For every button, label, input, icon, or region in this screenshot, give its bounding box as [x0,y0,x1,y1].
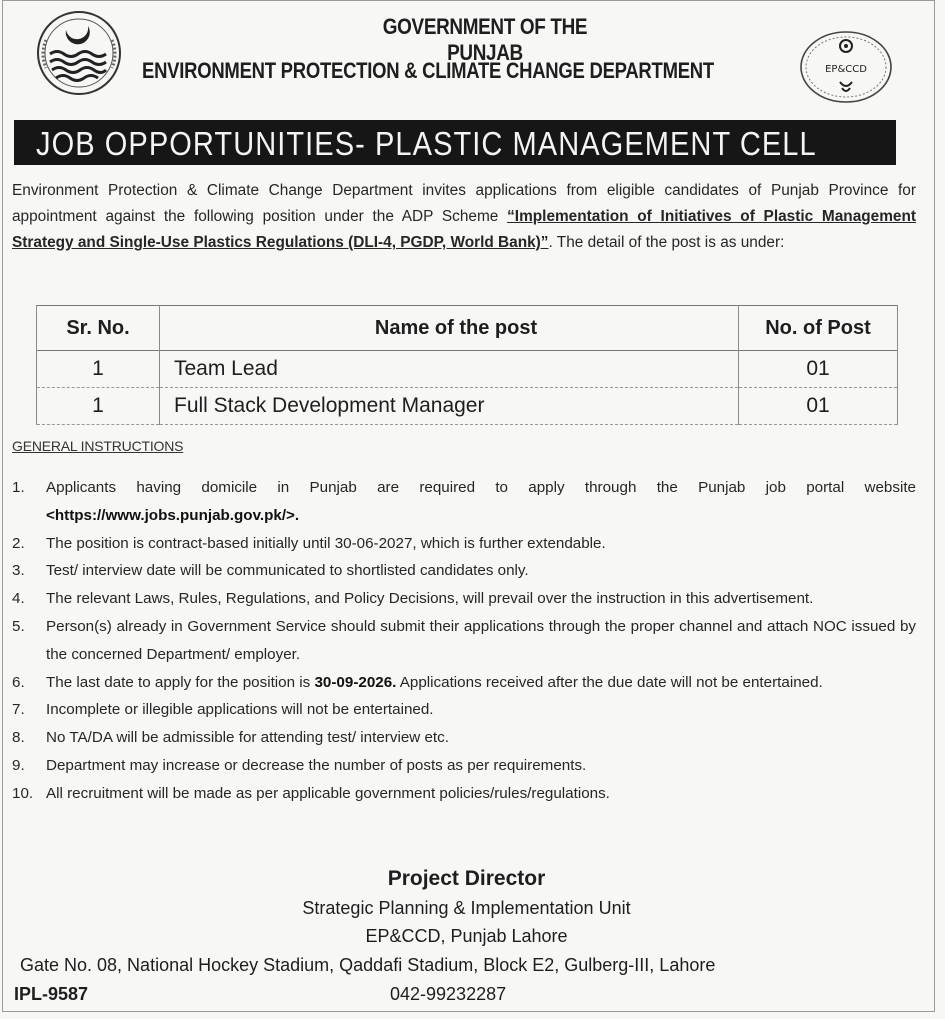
item-number: 8. [12,729,25,747]
list-item [12,585,916,613]
list-item [12,696,916,724]
punjab-government-seal-icon [36,10,122,96]
item-number: 2. [12,534,25,552]
item-number: 4. [12,590,25,608]
list-item [12,780,916,808]
general-instructions-heading: GENERAL INSTRUCTIONS [12,438,184,454]
cell-post-name: Full Stack Development Manager [160,388,739,425]
item-text: Incomplete or illegible applications will not be entertained. [46,701,434,719]
item-text: Person(s) already in Government Service should submit their applications through the proper channel and attach NOC issued by the concerned Department/ employer. [46,617,916,663]
item-text: Test/ interview date will be communicated to shortlisted candidates only. [46,562,529,580]
table-header-row [37,306,898,351]
epccd-logo-icon [798,30,894,104]
item-number: 1. [12,479,25,496]
item-text: All recruitment will be made as per applicable government policies/rules/regulations. [46,784,610,802]
list-item [12,613,916,669]
office-address: Gate No. 08, National Hockey Stadium, Qaddafi Stadium, Block E2, Gulberg-III, Lahore [20,955,716,975]
signatory-title: Project Director [387,867,546,890]
item-text-main: The last date to apply for the position is [46,673,315,691]
item-text [46,669,916,697]
scheme-name: “Implementation of Initiatives of Plastic Management Strategy and Single-Use Plastics Regulations (DLI-4, PGDP, World Bank)” [12,208,916,251]
list-item [12,557,916,585]
signatory-unit: Strategic Planning & Implementation Unit [302,898,631,918]
cell-post-name: Team Lead [160,351,739,388]
phone-number: 042-99232287 [390,984,507,1004]
job-banner [14,120,896,165]
signatory-department: EP&CCD, Punjab Lahore [365,926,568,946]
department-title: ENVIRONMENT PROTECTION & CLIMATE CHANGE DEPARTMENT [142,58,714,83]
instructions-list [12,474,916,808]
cell-sr-no: 1 [37,388,160,425]
item-number: 10. [12,784,34,802]
list-item [12,474,916,530]
last-date: 30-09-2026. [314,673,397,691]
cell-post-count: 01 [739,388,898,425]
list-item [12,669,916,697]
job-banner-title: JOB OPPORTUNITIES- PLASTIC MANAGEMENT CELL [36,125,817,162]
item-text: Department may increase or decrease the number of posts as per requirements. [46,756,587,774]
item-text-main: Applicants having domicile in Punjab are required to apply through the Punjab job portal website [46,479,916,496]
list-item [12,724,916,752]
list-item [12,752,916,780]
item-text-end: Applications received after the due date will not be entertained. [396,673,823,691]
item-text: The position is contract-based initially until 30-06-2027, which is further extendable. [46,534,606,552]
item-number: 7. [12,701,25,719]
cell-post-count: 01 [739,351,898,388]
item-number: 5. [12,617,25,635]
item-text: The relevant Laws, Rules, Regulations, and Policy Decisions, will prevail over the instruction in this advertisement. [46,590,814,608]
government-title: GOVERNMENT OF THE PUNJAB [382,14,588,65]
intro-text-end: . The detail of the post is as under: [548,234,785,251]
table-row [37,351,898,388]
item-text: No TA/DA will be admissible for attending test/ interview etc. [46,729,449,747]
portal-link[interactable]: <https://www.jobs.punjab.gov.pk/>. [46,506,300,524]
item-number: 9. [12,756,25,774]
intro-text: Environment Protection & Climate Change Department invites applications from eligible candidates of Punjab Province for appointment against the following position under the ADP Scheme [12,182,916,225]
svg-text:EP&CCD: EP&CCD [825,64,867,75]
posts-table [36,305,898,425]
col-header-post-count: No. of Post [739,306,898,351]
col-header-post-name: Name of the post [160,306,739,351]
table-row [37,388,898,425]
ipl-number: IPL-9587 [14,984,89,1004]
intro-paragraph [12,178,916,256]
item-number: 6. [12,673,25,691]
list-item [12,530,916,558]
item-number: 3. [12,562,25,580]
cell-sr-no: 1 [37,351,160,388]
item-text [46,474,916,530]
col-header-sr-no: Sr. No. [37,306,160,351]
